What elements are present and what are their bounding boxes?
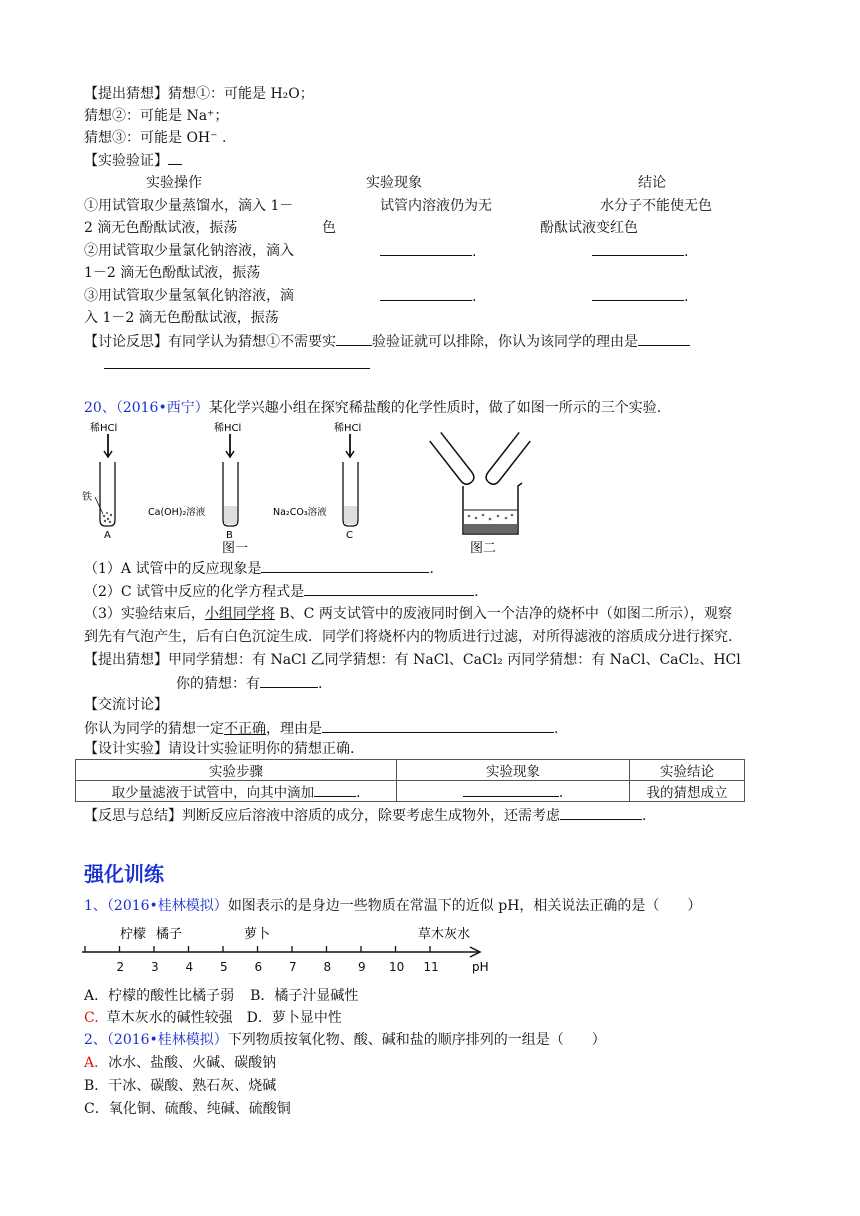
ph-tick-label: 9 (358, 960, 366, 974)
tube-c-label: C (346, 530, 353, 541)
col-header-operation: 实验操作 (146, 175, 202, 191)
col-header-observation: 实验现象 (366, 175, 422, 191)
period: . (472, 244, 477, 260)
q20-number: 20、 (84, 400, 116, 416)
q2-option-c[interactable]: C．氧化铜、硫酸、纯碱、硫酸铜 (84, 1101, 291, 1117)
ph-tick-label: 4 (185, 960, 194, 974)
q1-option-a[interactable]: A．柠檬的酸性比橘子弱 (84, 988, 235, 1004)
table-header-row (76, 760, 745, 781)
q20-part2: （2）C 试管中反应的化学方程式是 . (84, 581, 479, 602)
op2-line-b: 1－2 滴无色酚酞试液，振荡 (84, 265, 261, 281)
answer-blank[interactable] (314, 782, 356, 797)
hypothesis-line-3: 猜想③：可能是 OH⁻ . (84, 130, 227, 146)
q20-guess: 【提出猜想】甲同学猜想：有 NaCl 乙同学猜想：有 NaCl、CaCl₂ 丙同学猜想：有 NaCl、CaCl₂、HCl (84, 652, 741, 668)
q2-option-a[interactable]: 冰水、盐酸、火碱、碳酸钠 (108, 1055, 277, 1071)
q20-part3-underlined: 小组同学将 (204, 606, 275, 622)
fig1-caption: 图一 (222, 541, 249, 556)
hcl-label-a: 稀HCl (90, 423, 118, 434)
period: . (684, 289, 689, 305)
q2-stem-text: 下列物质按氧化物、酸、碱和盐的顺序排列的一组是（ ） (227, 1032, 606, 1048)
q20-part3 (84, 604, 732, 624)
q20-part1-text: （1）A 试管中的反应现象是 (84, 561, 262, 577)
iron-label: 铁 (82, 492, 92, 503)
col-header-conclusion: 结论 (638, 175, 666, 191)
answer-blank[interactable] (304, 581, 474, 596)
your-guess-text: 你的猜想：有 (176, 676, 260, 692)
answer-blank[interactable] (260, 673, 318, 688)
caoh-label: Ca(OH)₂溶液 (148, 507, 206, 518)
con2-blank (592, 241, 688, 262)
summary-text: 【反思与总结】判断反应后溶液中溶质的成分，除要考虑生成物外，还需考虑 (84, 808, 560, 824)
q1-option-b[interactable]: B．橘子汁显碱性 (250, 988, 359, 1004)
q1-number: 1、 (84, 898, 107, 914)
op3-line-a: ③用试管取少量氢氧化钠溶液，滴 (84, 288, 294, 304)
discuss-text-a: 你认为同学的猜想一定 (84, 721, 224, 737)
q20-figures (80, 420, 540, 560)
hcl-label-b: 稀HCl (214, 423, 242, 434)
table-cell-step: 取少量滤液于试管中，向其中滴加 . (76, 781, 397, 802)
ph-scale (80, 918, 500, 980)
na2co3-label: Na₂CO₃溶液 (273, 507, 327, 518)
reflect-line (84, 331, 690, 352)
tube-c (343, 434, 358, 526)
reflect-text-a: 【讨论反思】有同学认为猜想①不需要实 (84, 334, 336, 350)
obs1-line-b: 色 (322, 220, 336, 236)
tube-b (223, 434, 238, 526)
q1-options-cd (84, 1008, 342, 1028)
q1-source[interactable]: （2016•桂林模拟） (106, 898, 228, 914)
q20-discuss: 你认为同学的猜想一定不正确，理由是 . (84, 718, 558, 739)
answer-blank[interactable] (380, 286, 472, 301)
con1-line-b: 酚酞试液变红色 (540, 220, 638, 236)
ph-tick-label: 10 (389, 960, 405, 974)
table-header: 实验结论 (630, 760, 745, 781)
period: . (684, 244, 689, 260)
experiment-table (75, 759, 745, 802)
ph-tick-label: 3 (151, 960, 159, 974)
period: . (472, 289, 477, 305)
discuss-underlined: 不正确 (224, 721, 266, 737)
q2-option-a-line (84, 1053, 276, 1073)
q2-source[interactable]: （2016•桂林模拟） (106, 1032, 228, 1048)
hcl-label-c: 稀HCl (334, 423, 362, 434)
op3-line-b: 入 1－2 滴无色酚酞试液，振荡 (84, 310, 279, 326)
q20-discuss-title: 【交流讨论】 (84, 697, 168, 713)
op1-line-a: ①用试管取少量蒸馏水，滴入 1－ (84, 198, 294, 214)
q20-design: 【设计实验】请设计实验证明你的猜想正确. (84, 741, 355, 757)
table-cell-conclusion: 我的猜想成立 (630, 781, 745, 802)
table-cell-observation: . (397, 781, 630, 802)
q20-part3-text-a: （3）实验结束后， (84, 606, 205, 622)
verify-title (84, 150, 182, 171)
beaker-figure (430, 432, 530, 534)
q20-part3-cont: 到先有气泡产生，后有白色沉淀生成．同学们将烧杯内的物质进行过滤，对所得滤液的溶质成分进行探究. (84, 629, 733, 645)
q20-stem (84, 398, 661, 418)
q20-stem-text: 某化学兴趣小组在探究稀盐酸的化学性质时，做了如图一所示的三个实验. (208, 400, 662, 416)
table-row (76, 781, 745, 802)
discuss-text-b: ，理由是 (266, 721, 322, 737)
ph-tick-label: 11 (423, 960, 439, 974)
ph-tick-label: 2 (116, 960, 125, 974)
con1-line-a: 水分子不能使无色 (600, 198, 712, 214)
q1-option-c[interactable]: 草木灰水的碱性较强 (106, 1010, 233, 1026)
q20-source[interactable]: （2016•西宁） (115, 400, 209, 416)
obs3-blank (380, 286, 476, 307)
op1-line-b: 2 滴无色酚酞试液，振荡 (84, 220, 238, 236)
answer-blank[interactable] (463, 782, 559, 797)
hypothesis-line-2: 猜想②：可能是 Na⁺； (84, 108, 229, 124)
obs1-line-a: 试管内溶液仍为无 (380, 198, 492, 214)
tube-b-label: B (226, 530, 233, 541)
ph-radish-label: 萝卜 (244, 927, 271, 942)
table-header: 实验步骤 (76, 760, 397, 781)
con3-blank (592, 286, 688, 307)
q2-option-a-letter[interactable]: A． (84, 1055, 109, 1071)
reflect-text-b: 验验证就可以排除，你认为该同学的理由是 (372, 334, 638, 350)
ph-orange-label: 橘子 (156, 927, 183, 942)
answer-blank[interactable] (592, 286, 684, 301)
ph-tick-label: 6 (254, 960, 263, 974)
op2-line-a: ②用试管取少量氯化钠溶液，滴入 (84, 243, 294, 259)
answer-blank[interactable] (261, 558, 429, 573)
answer-blank[interactable] (336, 331, 372, 346)
table-header: 实验现象 (397, 760, 630, 781)
q1-stem-text: 如图表示的是身边一些物质在常温下的近似 pH，相关说法正确的是（ ） (227, 898, 702, 914)
q20-your-guess: 你的猜想：有 . (176, 673, 322, 694)
ph-tick-label: 7 (289, 960, 297, 974)
tube-a (95, 434, 115, 526)
q2-number: 2、 (84, 1032, 107, 1048)
answer-blank[interactable] (560, 805, 642, 820)
ph-axis-label: pH (472, 960, 489, 974)
ph-tick-label: 5 (220, 960, 228, 974)
tube-a-label: A (104, 530, 111, 541)
q20-part1: （1）A 试管中的反应现象是 . (84, 558, 434, 579)
q20-part3-text-b: B、C 两支试管中的废液同时倒入一个洁净的烧杯中（如图二所示），观察 (274, 606, 732, 622)
answer-blank[interactable] (380, 241, 472, 256)
q2-stem (84, 1030, 606, 1050)
q1-option-c-letter[interactable]: C. (84, 1010, 99, 1026)
q1-options-ab (84, 986, 358, 1006)
q2-option-b[interactable]: B．干冰、碳酸、熟石灰、烧碱 (84, 1078, 277, 1094)
hypothesis-line-1: 【提出猜想】猜想①：可能是 H₂O； (84, 86, 314, 102)
answer-blank[interactable] (168, 150, 182, 165)
q20-part2-text: （2）C 试管中反应的化学方程式是 (84, 584, 305, 600)
ph-lemon-label: 柠檬 (120, 927, 147, 942)
ph-ash-label: 草木灰水 (418, 927, 471, 942)
answer-blank[interactable] (322, 718, 554, 733)
section-title: 强化训练 (84, 862, 164, 886)
q20-summary: 【反思与总结】判断反应后溶液中溶质的成分，除要考虑生成物外，还需考虑 . (84, 805, 646, 826)
answer-blank[interactable] (592, 241, 684, 256)
q1-stem (84, 896, 701, 916)
answer-blank[interactable] (104, 354, 370, 369)
fig2-caption: 图二 (470, 541, 497, 556)
step-text: 取少量滤液于试管中，向其中滴加 (111, 785, 315, 801)
answer-blank[interactable] (638, 331, 690, 346)
ph-tick-label: 8 (323, 960, 332, 974)
obs2-blank (380, 241, 476, 262)
reflect-answer-line (104, 354, 370, 375)
q1-option-d[interactable]: D．萝卜显中性 (246, 1010, 342, 1026)
verify-title-text: 【实验验证】 (84, 153, 168, 169)
